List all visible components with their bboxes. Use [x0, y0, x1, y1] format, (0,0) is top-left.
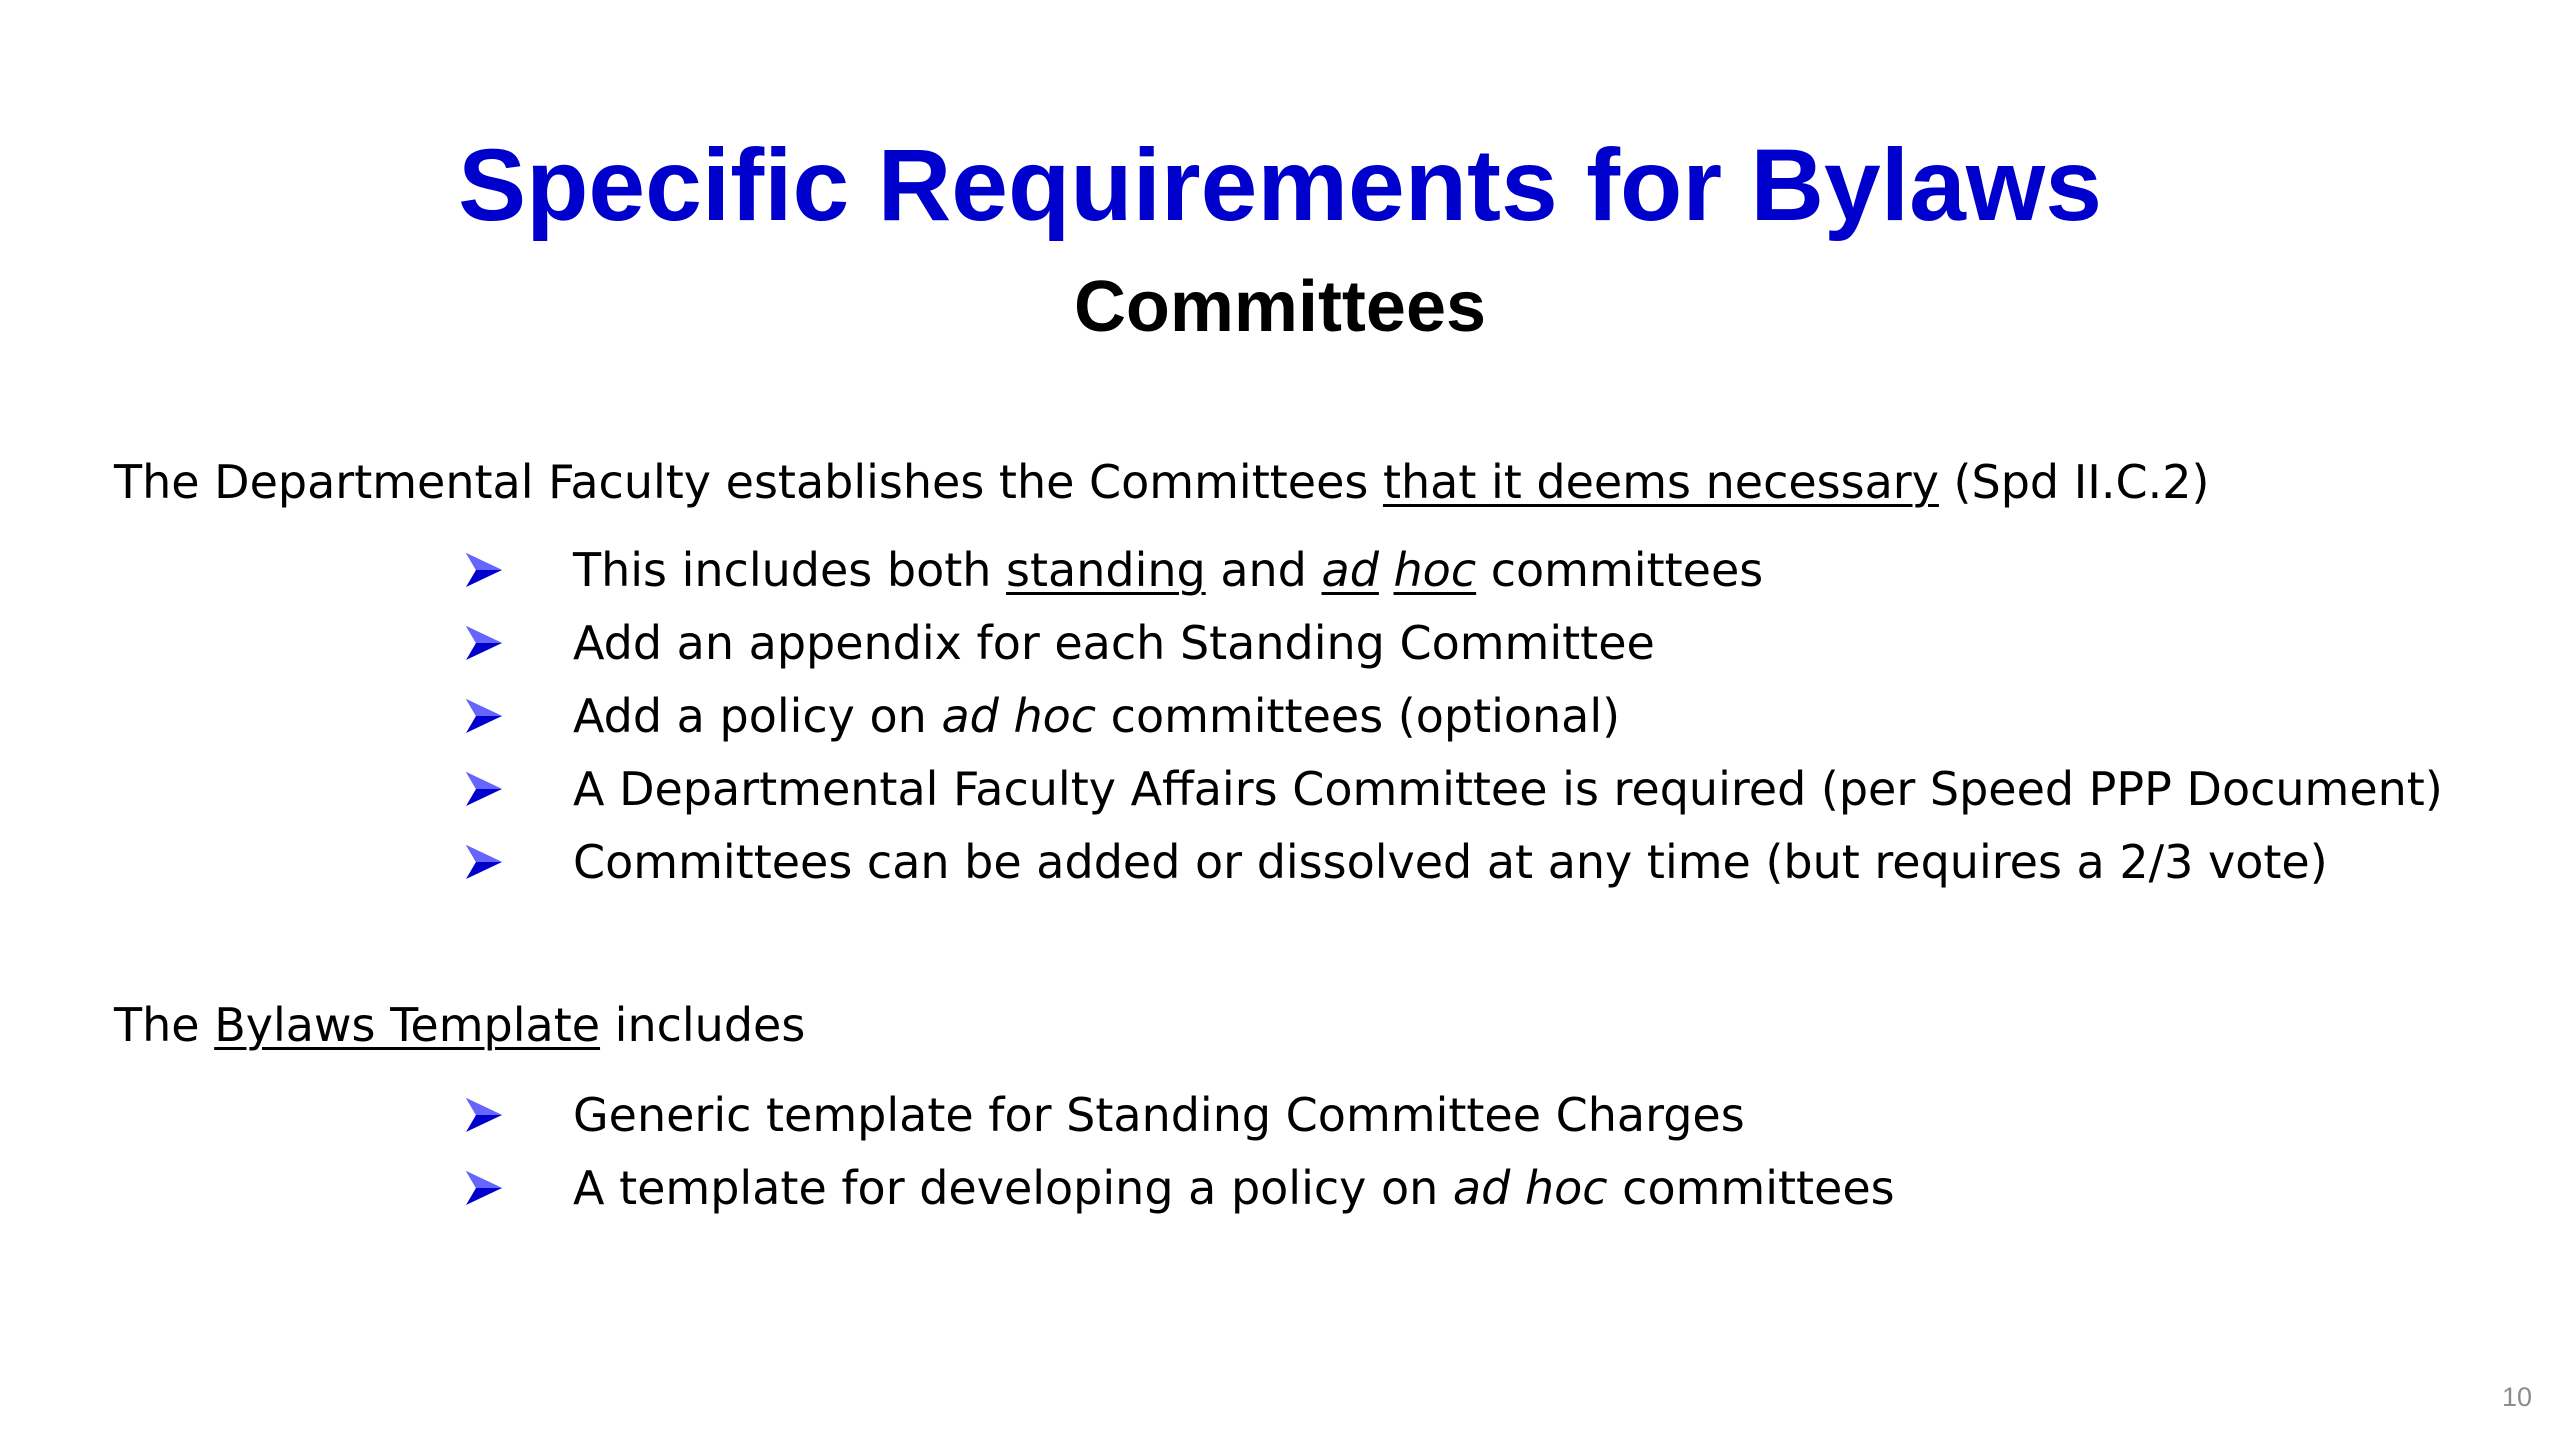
section2-intro — [114, 995, 805, 1055]
text-segment: committees — [1607, 1161, 1895, 1215]
arrowhead-bullet-icon — [464, 1095, 504, 1135]
bullet-text — [573, 686, 1620, 746]
text-segment — [1379, 543, 1394, 597]
bullet-text: Add an appendix for each Standing Committee — [573, 616, 1655, 670]
arrowhead-bullet-icon — [464, 696, 504, 736]
arrowhead-bullet-icon — [464, 623, 504, 663]
text-segment: and — [1205, 543, 1322, 597]
text-segment: committees — [1476, 543, 1764, 597]
text-segment: Add a policy on — [573, 689, 942, 743]
slide-title: Specific Requirements for Bylaws — [458, 128, 2102, 242]
section1-text-before: The Departmental Faculty establishes the Committees — [114, 455, 1383, 509]
bullet-text — [573, 1158, 1895, 1218]
section1-text-after: (Spd II.C.2) — [1938, 455, 2210, 509]
bullet-text — [573, 540, 1763, 600]
underlined-italic-ad: ad — [1321, 543, 1379, 597]
text-segment: This includes both — [573, 543, 1007, 597]
arrowhead-bullet-icon — [464, 1168, 504, 1208]
underlined-word-standing: standing — [1006, 543, 1206, 597]
italic-ad-hoc: ad hoc — [941, 689, 1097, 743]
text-segment: committees (optional) — [1096, 689, 1621, 743]
page-number: 10 — [2501, 1382, 2532, 1412]
underlined-italic-hoc: hoc — [1393, 543, 1477, 597]
bullet-text: Committees can be added or dissolved at any time (but requires a 2/3 vote) — [573, 835, 2328, 889]
bullet-text: Generic template for Standing Committee Charges — [573, 1088, 1745, 1142]
slide-subtitle: Committees — [1073, 267, 1487, 347]
arrowhead-bullet-icon — [464, 550, 504, 590]
arrowhead-bullet-icon — [464, 769, 504, 809]
section1-underlined: that it deems necessary — [1382, 455, 1939, 509]
section2-underlined: Bylaws Template — [214, 998, 601, 1052]
text-segment: A template for developing a policy on — [573, 1161, 1453, 1215]
italic-ad-hoc: ad hoc — [1452, 1161, 1608, 1215]
section2-text-after: includes — [600, 998, 806, 1052]
section2-text-before: The — [114, 998, 215, 1052]
arrowhead-bullet-icon — [464, 842, 504, 882]
section1-intro — [114, 452, 2209, 512]
bullet-text: A Departmental Faculty Affairs Committee is required (per Speed PPP Document) — [573, 762, 2443, 816]
